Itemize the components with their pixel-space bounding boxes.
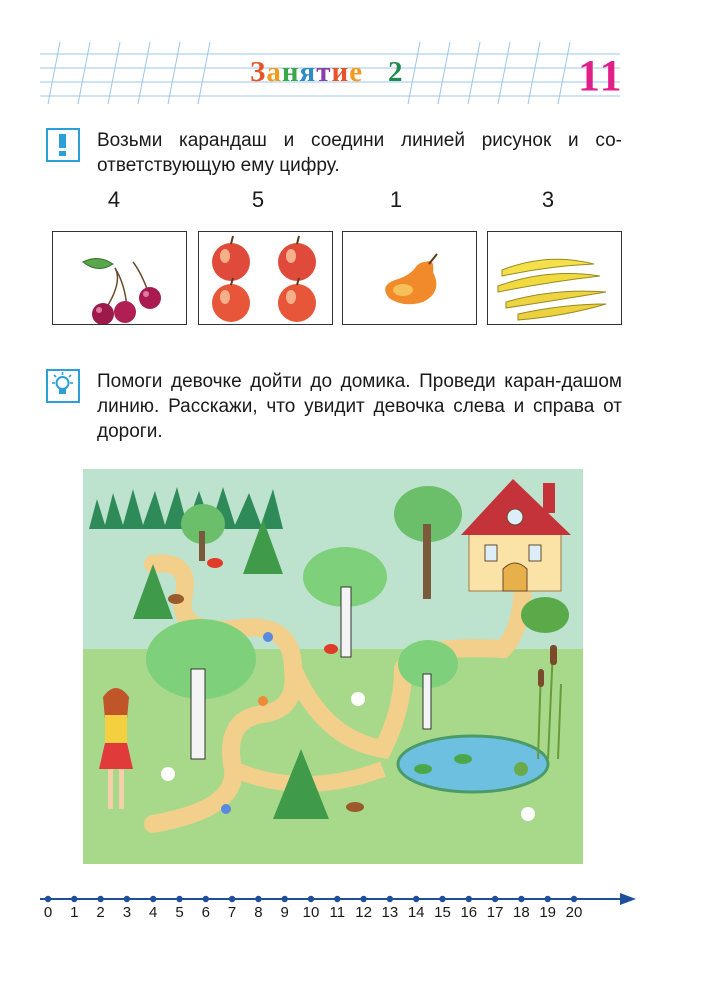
pear-card[interactable] — [342, 231, 477, 325]
number-line-tick — [71, 896, 77, 902]
number-label: 3 — [541, 187, 555, 212]
number-line-label: 20 — [565, 904, 583, 921]
number-line-tick — [413, 896, 419, 902]
number-line-label: 8 — [254, 904, 263, 921]
bananas-card[interactable] — [487, 231, 622, 325]
number-line-tick — [176, 896, 182, 902]
number-line-label: 11 — [329, 904, 346, 921]
number-line-label: 5 — [175, 904, 184, 921]
number-line-label: 0 — [43, 904, 53, 921]
number-line-label: 7 — [227, 904, 237, 921]
page-number: 11 — [578, 51, 624, 100]
number-label: 5 — [251, 187, 265, 212]
apples-card[interactable] — [198, 231, 333, 325]
number-line-label: 2 — [96, 904, 105, 921]
number-line-label: 13 — [381, 904, 399, 921]
number-label: 1 — [389, 187, 403, 212]
number-line-tick — [439, 896, 445, 902]
number-line-label: 19 — [539, 904, 557, 921]
number-line-label: 16 — [460, 904, 478, 921]
task1-instruction: Возьми карандаш и соедини линией рисунок и со-ответствующую ему цифру. — [97, 130, 622, 176]
number-label: 4 — [107, 187, 121, 212]
maze-illustration — [83, 469, 583, 864]
number-line-tick — [387, 896, 393, 902]
number-line-tick — [334, 896, 340, 902]
number-line-label: 12 — [355, 904, 372, 921]
number-line-tick — [282, 896, 288, 902]
number-line-label: 18 — [513, 904, 530, 921]
lesson-number: 2 — [388, 56, 403, 88]
exclamation-icon — [46, 128, 80, 162]
number-line-tick — [492, 896, 498, 902]
number-line-tick — [45, 896, 51, 902]
cherries-icon — [53, 232, 186, 324]
page-title: Занятие — [250, 56, 364, 88]
number-line-label: 1 — [70, 904, 79, 921]
number-line-label: 9 — [280, 904, 289, 921]
number-line-label: 10 — [302, 904, 320, 921]
number-line-label: 14 — [407, 904, 425, 921]
bananas-icon — [488, 232, 621, 324]
pear-icon — [343, 232, 476, 324]
number-line-tick — [203, 896, 209, 902]
lightbulb-icon — [46, 369, 80, 403]
number-line-tick — [97, 896, 103, 902]
number-line-tick — [571, 896, 577, 902]
cherries-card[interactable] — [52, 231, 187, 325]
number-line-tick — [124, 896, 130, 902]
number-line-tick — [466, 896, 472, 902]
task2-instruction: Помоги девочке дойти до домика. Проведи каран-дашом линию. Расскажи, что увидит девочка слева и справа от дороги. — [97, 371, 622, 442]
number-line-tick — [255, 896, 261, 902]
number-line-label: 4 — [149, 904, 158, 921]
number-line-tick — [229, 896, 235, 902]
apples-icon — [199, 232, 332, 324]
number-line-label: 15 — [434, 904, 451, 921]
number-line-label: 6 — [201, 904, 210, 921]
number-line-label: 3 — [122, 904, 132, 921]
number-line-tick — [545, 896, 551, 902]
number-line-tick — [518, 896, 524, 902]
number-line-tick — [360, 896, 366, 902]
number-line-label: 17 — [486, 904, 504, 921]
number-line-tick — [150, 896, 156, 902]
number-line-tick — [308, 896, 314, 902]
